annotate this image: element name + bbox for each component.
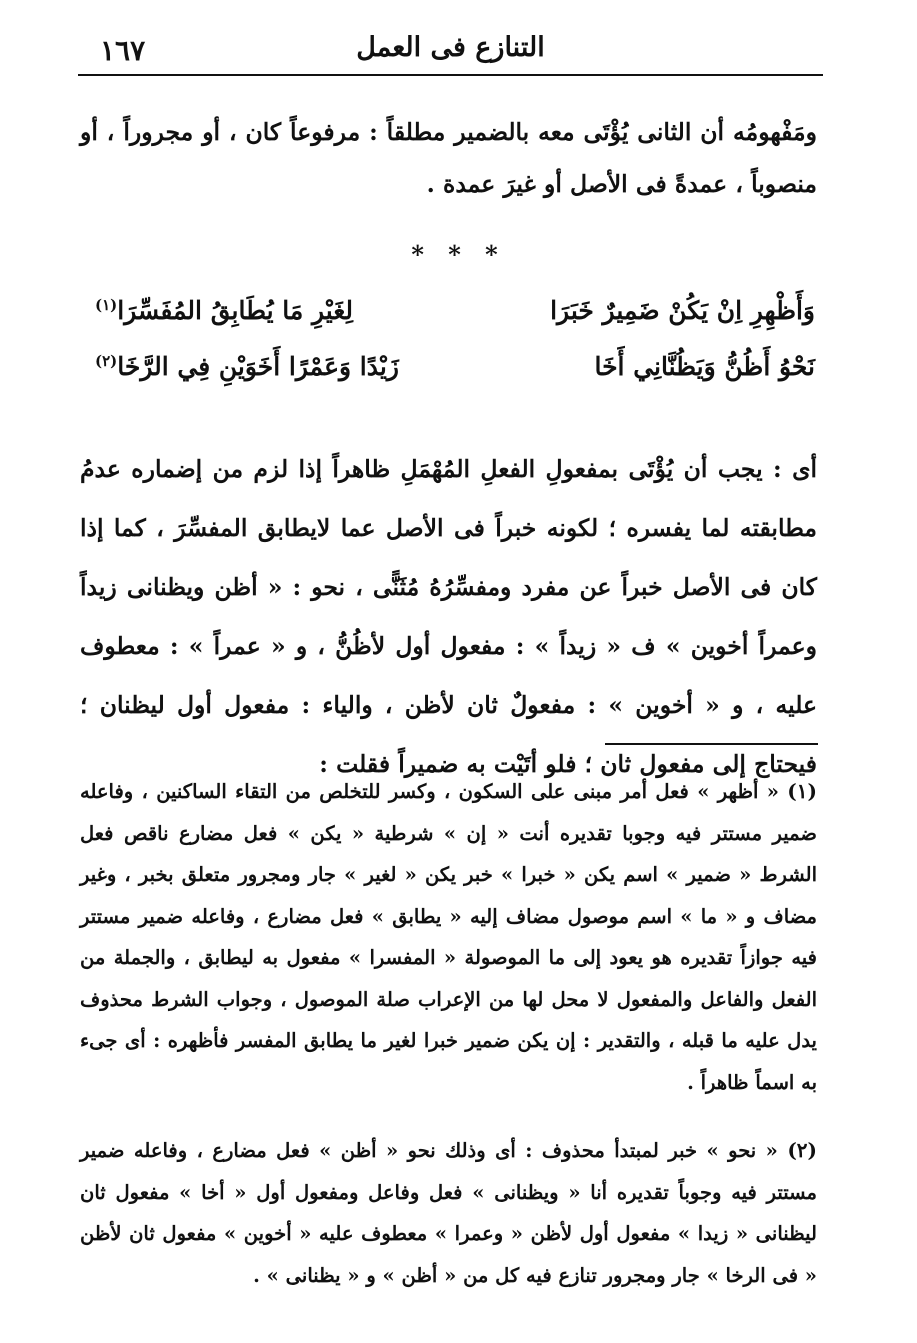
footnote-number: (١) xyxy=(787,779,817,803)
header-rule xyxy=(78,74,823,76)
footnote xyxy=(80,1130,817,1296)
verse-first-hemistich: نَحْوُ أَظُنُّ وَيَظُنَّانِي أَخَا xyxy=(594,352,815,381)
footnote-text: « أظهر » فعل أمر مبنى على السكون ، وكسر للتخلص من التقاء الساكنين ، وفاعله ضمير مستتر فيه وجوبا تقديره أنت « إن » شرطية « يكن » فعل مضارع ناقص فعل الشرط « ضمير » اسم يكن « خبرا » خبر يكن « لغير » جار ومجرور متعلق بخبر ، وغير مضاف و « ما » اسم موصول مضاف إليه « يطابق » فعل مضارع ، وفاعله ضمير مستتر فيه جوازاً تقديره هو يعود إلى ما الموصولة « المفسرا » مفعول به ليطابق ، والجملة من الفعل والفاعل والمفعول لا محل لها من الإعراب صلة الموصول ، وجواب الشرط محذوف يدل عليه ما قبله ، والتقدير : إن يكن ضمير خبرا لغير ما يطابق المفسر فأظهره : أى جىء به اسماً ظاهراً . xyxy=(80,780,817,1094)
verse-second-hemistich xyxy=(95,296,353,325)
verse-first-hemistich: وَأَظْهِرِ اِنْ يَكُنْ ضَمِيرٌ خَبَرَا xyxy=(550,296,815,325)
verse-second-hemistich-text: لِغَيْرِ مَا يُطَابِقُ المُفَسِّرَا xyxy=(117,296,354,325)
footnote xyxy=(80,771,817,1103)
verse-line xyxy=(95,352,815,396)
footnote-rule xyxy=(605,743,818,745)
commentary-paragraph: أى : يجب أن يُؤْتَى بمفعولِ الفعلِ المُهْمَلِ ظاهراً إذا لزم من إضماره عدمُ مطابقته لما يفسره ؛ لكونه خبراً فى الأصل عما لايطابق المفسِّرَ ، كما إذا كان فى الأصل خبراً عن مفرد ومفسِّرُهُ مُثَنًّى ، نحو : « أظن ويظنانى زيداً وعمراً أخوين » ف « زيداً » : مفعول أول لأظُنُّ ، و « عمراً » : معطوف عليه ، و « أخوين » : مفعولٌ ثان لأظن ، والياء : مفعول أول ليظنان ؛ فيحتاج إلى مفعول ثان ؛ فلو أتَيْت به ضميراً فقلت : xyxy=(80,455,817,778)
section-separator: * * * xyxy=(411,240,506,269)
footnote-mark: (١) xyxy=(95,296,118,314)
verse-second-hemistich-text: زَيْدًا وَعَمْرًا أَخَوَيْنِ فِي الرَّخَا xyxy=(117,352,399,381)
footnote-text: « نحو » خبر لمبتدأ محذوف : أى وذلك نحو « أظن » فعل مضارع ، وفاعله ضمير مستتر فيه وجوباً تقديره أنا « ويظنانى » فعل وفاعل ومفعول أول « أخا » مفعول ثان ليظنانى « زيدا » مفعول أول لأظن « وعمرا » معطوف عليه « أخوين » مفعول ثان لأظن « فى الرخا » جار ومجرور تنازع فيه كل من « أظن » و « يظنانى » . xyxy=(80,1139,817,1287)
verse-line xyxy=(95,296,815,340)
footnote-number: (٢) xyxy=(787,1138,818,1162)
intro-paragraph: ومَفْهومُه أن الثانى يُؤْتَى معه بالضمير مطلقاً : مرفوعاً كان ، أو مجروراً ، أو منصوباً ، عمدةً فى الأصل أو غيرَ عمدة . xyxy=(80,118,817,198)
footnote-mark: (٢) xyxy=(95,352,118,370)
running-title: التنازع فى العمل xyxy=(356,32,545,63)
page-header xyxy=(78,28,823,76)
verse-second-hemistich xyxy=(95,352,399,381)
page-number: ١٦٧ xyxy=(100,34,146,67)
